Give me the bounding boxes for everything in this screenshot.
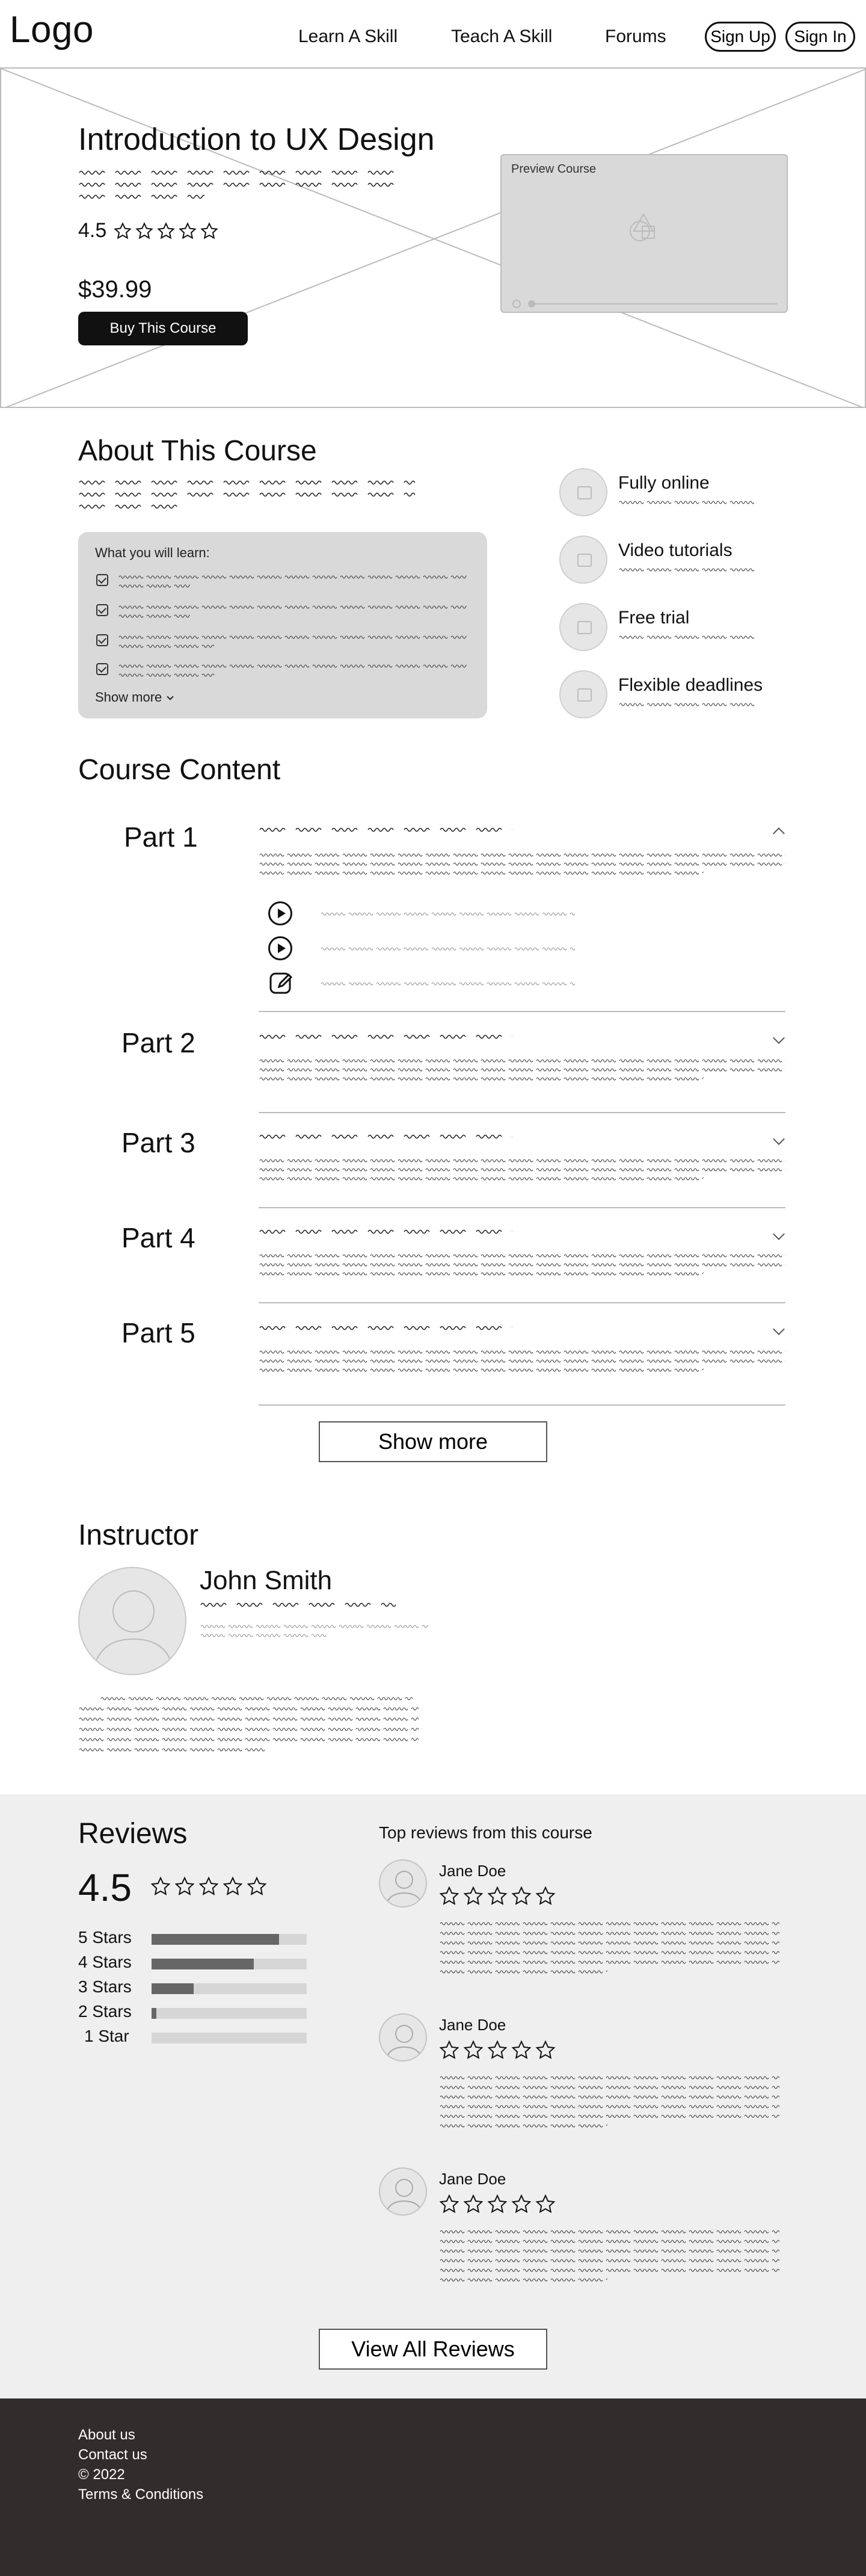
part-5-description <box>259 1349 785 1373</box>
check-icon <box>96 663 108 675</box>
star-icon <box>511 2194 532 2214</box>
rating-bar-label: 5 Stars <box>78 1928 132 1947</box>
feature-desc <box>618 634 754 640</box>
feature-flexible-deadlines: Flexible deadlines <box>618 675 763 695</box>
review-stars <box>439 2194 556 2214</box>
footer-terms[interactable]: Terms & Conditions <box>78 2486 204 2503</box>
check-icon <box>96 574 108 586</box>
review-text <box>439 2229 779 2282</box>
learn-item <box>118 634 467 649</box>
review-stars <box>439 1886 556 1906</box>
learn-show-more-link[interactable] <box>95 690 173 705</box>
part-2-title[interactable]: Part 2 <box>121 1027 195 1058</box>
lesson-item[interactable] <box>320 946 575 951</box>
divider <box>259 1302 785 1303</box>
course-subtitle <box>78 168 401 200</box>
chevron-down-icon[interactable] <box>773 1032 785 1044</box>
star-icon <box>535 2040 556 2060</box>
about-description <box>78 478 415 510</box>
chevron-down-icon[interactable] <box>773 1323 785 1335</box>
instructor-avatar <box>78 1567 186 1675</box>
rating-bar-label: 1 Star <box>84 2027 129 2045</box>
top-reviews-title: Top reviews from this course <box>379 1823 592 1842</box>
preview-label: Preview Course <box>511 162 597 176</box>
instructor-meta <box>200 1623 428 1638</box>
part-4-title[interactable]: Part 4 <box>121 1222 195 1253</box>
video-scrubber[interactable] <box>528 300 535 307</box>
instructor-bio <box>78 1696 419 1752</box>
part-4-description <box>259 1253 785 1276</box>
rating-bar <box>152 1934 307 1945</box>
star-icon <box>463 2194 484 2214</box>
header <box>0 0 866 67</box>
course-title: Introduction to UX Design <box>78 122 435 157</box>
star-icon <box>174 1876 195 1897</box>
divider <box>259 1207 785 1208</box>
part-5-heading <box>259 1324 512 1331</box>
star-icon <box>135 222 153 240</box>
feature-desc <box>618 499 754 505</box>
show-more-label: Show more <box>95 690 162 705</box>
reviewer-name: Jane Doe <box>439 2170 506 2188</box>
shapes-icon <box>625 209 662 246</box>
feature-video-tutorials: Video tutorials <box>618 540 732 560</box>
reviewer-name: Jane Doe <box>439 2016 506 2034</box>
instructor-name: John Smith <box>200 1566 333 1595</box>
review-text <box>439 2075 779 2128</box>
chevron-up-icon[interactable] <box>773 827 785 839</box>
divider <box>259 1011 785 1012</box>
user-icon <box>79 1568 186 1675</box>
reviewer-avatar <box>379 2167 427 2216</box>
lesson-item[interactable] <box>320 911 575 916</box>
star-icon <box>487 2040 508 2060</box>
nav-forums[interactable]: Forums <box>605 26 666 46</box>
learn-item <box>118 663 467 678</box>
what-you-will-learn-card <box>78 532 487 718</box>
rating-bar-fill <box>152 1959 254 1969</box>
star-icon <box>223 1876 243 1897</box>
star-icon <box>157 222 175 240</box>
review-stars <box>439 2040 556 2060</box>
part-1-description <box>259 852 785 876</box>
star-icon <box>463 1886 484 1906</box>
check-icon <box>96 634 108 646</box>
course-price: $39.99 <box>78 276 152 303</box>
part-2-heading <box>259 1033 512 1040</box>
feature-desc <box>618 702 754 707</box>
star-icon <box>463 2040 484 2060</box>
rating-bar <box>152 1983 307 1994</box>
part-3-title[interactable]: Part 3 <box>121 1127 195 1158</box>
rating-value: 4.5 <box>78 219 107 242</box>
reviewer-avatar <box>379 2013 427 2062</box>
divider <box>259 1404 785 1406</box>
play-icon[interactable] <box>512 300 521 308</box>
reviews-score: 4.5 <box>78 1866 132 1909</box>
rating-bar <box>152 2033 307 2043</box>
nav-learn-a-skill[interactable]: Learn A Skill <box>298 26 398 46</box>
part-5-title[interactable]: Part 5 <box>121 1317 195 1348</box>
divider <box>259 1112 785 1113</box>
course-content-title: Course Content <box>78 754 281 786</box>
flexible-deadlines-icon <box>559 670 607 718</box>
course-rating <box>78 219 218 242</box>
star-icon <box>439 2194 459 2214</box>
learn-title: What you will learn: <box>95 545 210 560</box>
feature-fully-online: Fully online <box>618 473 710 493</box>
buy-course-button[interactable]: Buy This Course <box>78 312 248 345</box>
rating-bar-label: 2 Stars <box>78 2002 132 2021</box>
rating-stars <box>114 222 218 240</box>
check-icon <box>96 604 108 616</box>
rating-bar <box>152 1959 307 1969</box>
star-icon <box>198 1876 219 1897</box>
star-icon <box>247 1876 267 1897</box>
fully-online-icon <box>559 468 607 516</box>
logo[interactable]: Logo <box>10 9 94 51</box>
reviewer-name: Jane Doe <box>439 1862 506 1880</box>
lesson-item[interactable] <box>320 981 575 986</box>
star-icon <box>487 1886 508 1906</box>
video-tutorials-icon <box>559 536 607 584</box>
chevron-down-icon[interactable] <box>773 1133 785 1145</box>
edit-icon[interactable] <box>268 970 295 996</box>
star-icon <box>487 2194 508 2214</box>
part-1-title[interactable]: Part 1 <box>124 821 198 853</box>
part-3-heading <box>259 1132 512 1140</box>
star-icon <box>511 2040 532 2060</box>
star-icon <box>439 1886 459 1906</box>
free-trial-icon <box>559 603 607 651</box>
star-icon <box>114 222 132 240</box>
rating-bar-fill <box>152 2008 156 2019</box>
play-circle-icon[interactable] <box>268 936 292 960</box>
reviews-stars <box>150 1876 267 1897</box>
part-1-heading <box>259 826 512 833</box>
sign-in-button[interactable]: Sign In <box>785 22 855 52</box>
star-icon <box>200 222 218 240</box>
view-all-reviews-button[interactable]: View All Reviews <box>319 2329 547 2370</box>
feature-free-trial: Free trial <box>618 608 690 628</box>
rating-bar-label: 3 Stars <box>78 1977 132 1996</box>
star-icon <box>179 222 197 240</box>
star-icon <box>439 2040 459 2060</box>
reviewer-avatar <box>379 1859 427 1907</box>
rating-bar-fill <box>152 1983 194 1994</box>
star-icon <box>511 1886 532 1906</box>
footer-contact-us[interactable]: Contact us <box>78 2447 147 2463</box>
part-2-description <box>259 1058 785 1081</box>
star-icon <box>150 1876 171 1897</box>
feature-desc <box>618 567 754 572</box>
star-icon <box>535 1886 556 1906</box>
review-text <box>439 1921 779 1974</box>
preview-video[interactable] <box>500 154 788 313</box>
footer-copyright: © 2022 <box>78 2466 125 2483</box>
learn-item <box>118 604 467 619</box>
instructor-headline <box>200 1601 396 1608</box>
rating-bar <box>152 2008 307 2019</box>
video-progress-track[interactable] <box>528 303 777 304</box>
learn-item <box>118 574 467 588</box>
nav-teach-a-skill[interactable]: Teach A Skill <box>451 26 553 46</box>
instructor-title: Instructor <box>78 1519 199 1551</box>
about-title: About This Course <box>78 435 317 467</box>
footer <box>0 2398 866 2576</box>
rating-bar-label: 4 Stars <box>78 1953 132 1971</box>
rating-bar-fill <box>152 1934 279 1945</box>
reviews-title: Reviews <box>78 1818 188 1850</box>
hero-banner <box>0 67 866 408</box>
part-3-description <box>259 1158 785 1181</box>
sign-up-button[interactable]: Sign Up <box>705 22 776 52</box>
chevron-down-icon <box>167 693 174 700</box>
content-show-more-button[interactable]: Show more <box>319 1421 547 1462</box>
chevron-down-icon[interactable] <box>773 1228 785 1240</box>
footer-about-us[interactable]: About us <box>78 2427 135 2443</box>
star-icon <box>535 2194 556 2214</box>
play-circle-icon[interactable] <box>268 901 292 925</box>
part-4-heading <box>259 1228 512 1235</box>
